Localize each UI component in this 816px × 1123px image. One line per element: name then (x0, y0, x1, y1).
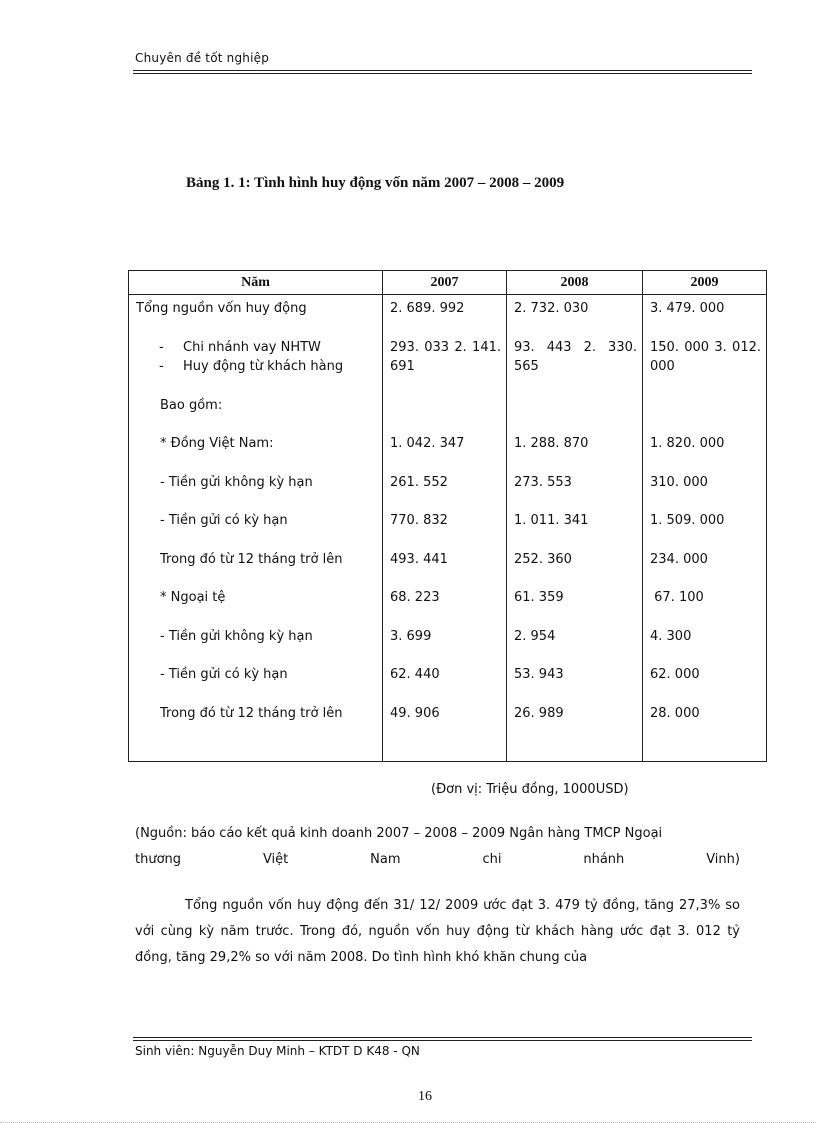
header-2007: 2007 (383, 271, 507, 295)
cell-value: 234. 000 (650, 551, 708, 567)
cell-value: 493. 441 (390, 551, 448, 567)
values-column-2007 (383, 295, 507, 762)
total-value: 3. 479. 000 (650, 301, 725, 316)
cell-value: 28. 000 (650, 705, 700, 721)
values-column-2009 (643, 295, 767, 762)
cell-value: 1. 820. 000 (650, 436, 725, 451)
cell-value: 61. 359 (514, 590, 564, 605)
cell-value: 273. 553 (514, 474, 572, 490)
source-word: Vinh) (706, 852, 740, 867)
cell-value: 62. 440 (390, 667, 440, 682)
header-2008: 2008 (507, 271, 643, 295)
source-line-1: (Nguồn: báo cáo kết quả kinh doanh 2007 – 2008 – 2009 Ngân hàng TMCP Ngoại (135, 826, 663, 841)
cell-value: 4. 300 (650, 628, 692, 644)
source-word: Nam (370, 852, 401, 867)
cell-value: 310. 000 (650, 474, 708, 490)
row-label: - Tiền gửi không kỳ hạn (160, 628, 313, 644)
cell-value: 68. 223 (390, 590, 440, 605)
row-label: Trong đó từ 12 tháng trở lên (160, 551, 343, 567)
header-2009: 2009 (643, 271, 767, 295)
bullet-dash: - (159, 339, 164, 355)
sub-values: 150. 000 3. 012. 000 (650, 339, 761, 374)
breakdown-label: Bao gồm: (160, 397, 223, 413)
body-paragraph: Tổng nguồn vốn huy động đến 31/ 12/ 2009 ước đạt 3. 479 tỷ đồng, tăng 27,3% so với cùng kỳ năm trước. Trong đó, nguồn vốn huy động từ khách hàng ước đạt 3. 012 tỷ đồng, tăng 29,2% so với năm 2008. Do tình hình khó khăn chung của (135, 898, 740, 965)
total-value: 2. 732. 030 (514, 301, 589, 316)
row-label: * Ngoại tệ (160, 590, 226, 605)
cell-value: 770. 832 (390, 513, 448, 528)
cell-value: 26. 989 (514, 705, 564, 721)
page-number: 16 (418, 1089, 432, 1104)
unit-note: (Đơn vị: Triệu đồng, 1000USD) (431, 782, 629, 797)
cell-value: 261. 552 (390, 474, 448, 490)
sub-values: 93. 443 2. 330. 565 (514, 339, 637, 374)
sub-item: - Huy động từ khách hàng (136, 357, 377, 377)
values-column-2008 (507, 295, 643, 762)
source-line-2 (135, 852, 740, 867)
footer-rule-top (133, 1037, 752, 1038)
header-title: Chuyên đề tốt nghiệp (135, 51, 270, 65)
table-body-row (129, 295, 767, 762)
table-header-row (129, 271, 767, 295)
header-year-label: Năm (129, 271, 383, 295)
cell-value: 2. 954 (514, 628, 556, 644)
footer-rule-bottom (133, 1040, 752, 1041)
label-column (129, 295, 383, 762)
source-word: thương (135, 852, 182, 867)
sub-item: - Chi nhánh vay NHTW (136, 338, 377, 358)
row-label: Trong đó từ 12 tháng trở lên (160, 705, 343, 721)
source-word: nhánh (583, 852, 625, 867)
row-label: - Tiền gửi có kỳ hạn (160, 667, 288, 682)
total-label: Tổng nguồn vốn huy động (136, 301, 307, 316)
bullet-dash: - (159, 359, 164, 374)
total-value: 2. 689. 992 (390, 301, 465, 316)
header-rule-bottom (133, 73, 752, 74)
source-word: chi (482, 852, 502, 867)
cell-value: 3. 699 (390, 628, 432, 644)
cell-value: 252. 360 (514, 551, 572, 567)
header-rule-top (133, 70, 752, 71)
funding-table (128, 270, 767, 762)
row-label: * Đồng Việt Nam: (160, 436, 274, 451)
footer-author: Sinh viên: Nguyễn Duy Minh – KTDT D K48 - QN (135, 1044, 420, 1058)
table-title: Bảng 1. 1: Tình hình huy động vốn năm 2007 – 2008 – 2009 (186, 175, 565, 191)
cell-value: 1. 509. 000 (650, 513, 725, 528)
cell-value: 1. 042. 347 (390, 436, 465, 451)
sub-values: 293. 033 2. 141. 691 (390, 339, 501, 374)
row-label: - Tiền gửi không kỳ hạn (160, 474, 313, 490)
cell-value: 62. 000 (650, 667, 700, 682)
row-label: - Tiền gửi có kỳ hạn (160, 513, 288, 528)
cell-value: 49. 906 (390, 705, 440, 721)
source-word: Việt (262, 852, 289, 867)
cell-value: 53. 943 (514, 667, 564, 682)
cell-value: 1. 011. 341 (514, 513, 589, 528)
cell-value: 67. 100 (650, 590, 704, 605)
cell-value: 1. 288. 870 (514, 436, 589, 451)
